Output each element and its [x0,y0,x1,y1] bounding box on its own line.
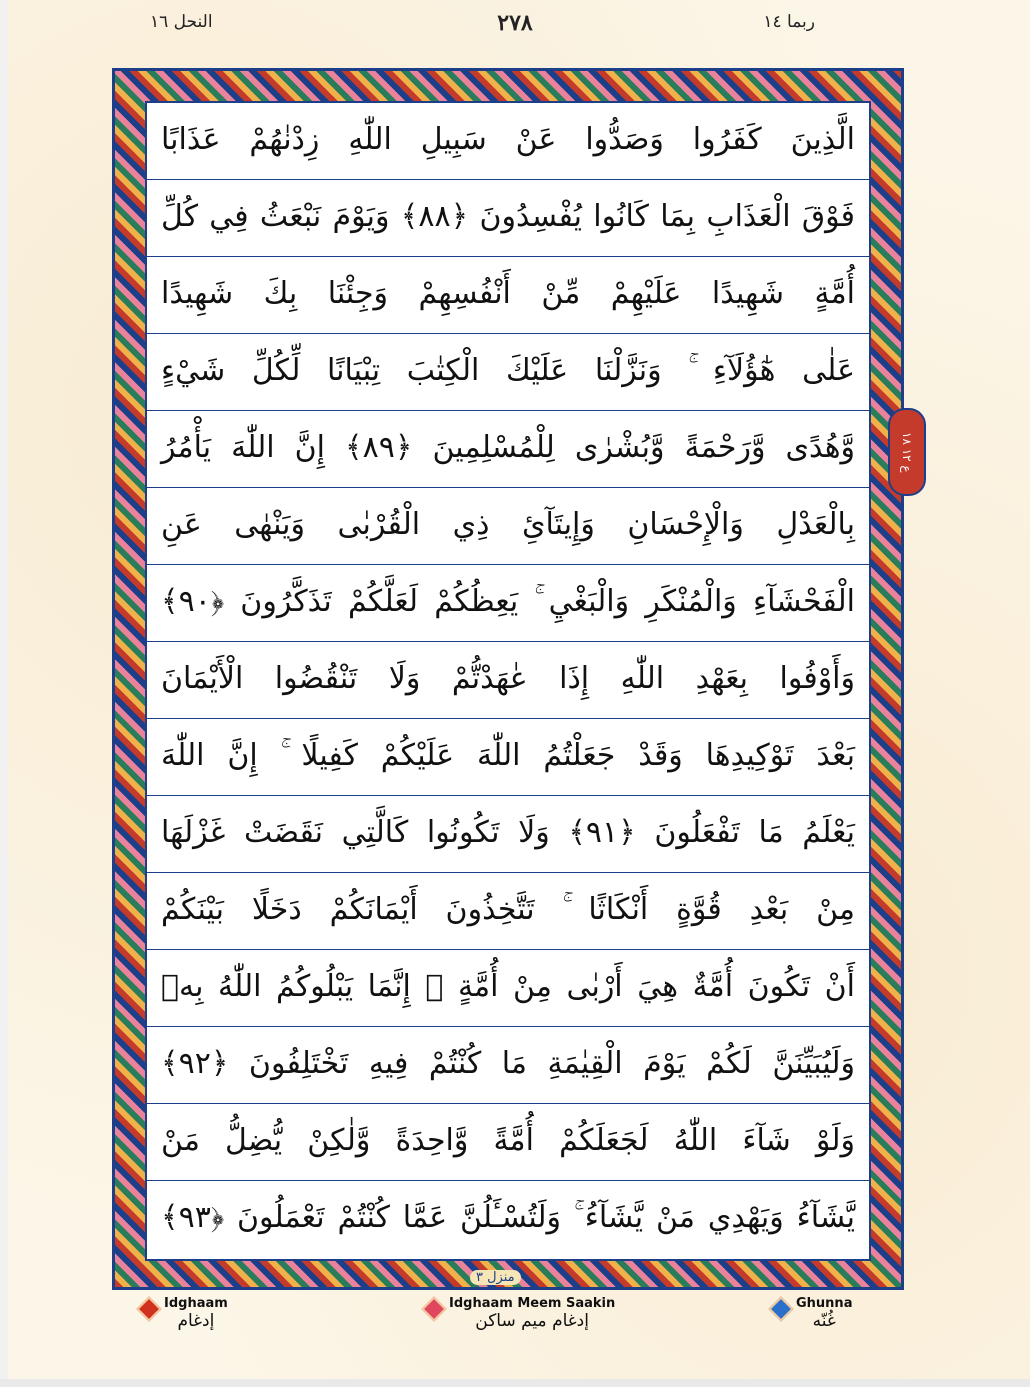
ruku-marker: ع ١٢ ١٨ [888,408,926,496]
verse-line: يَعْلَمُ مَا تَفْعَلُونَ ﴿٩١﴾ وَلَا تَكُونُوا كَالَّتِي نَقَضَتْ غَزْلَهَا [147,796,869,873]
page-edge [0,0,8,1387]
verse-line: عَلٰى هٰٓؤُلَآءِ ۚ وَنَزَّلْنَا عَلَيْكَ الْكِتٰبَ تِبْيَانًا لِّكُلِّ شَيْءٍ [147,334,869,411]
manzil-marker: منزل ٣ [470,1270,521,1285]
legend-label-ar: إدغام ميم ساكن [475,1311,589,1331]
verse-line: وَّهُدًى وَّرَحْمَةً وَّبُشْرٰى لِلْمُسْلِمِينَ ﴿٨٩﴾ إِنَّ اللّٰهَ يَأْمُرُ [147,411,869,488]
verse-line: أَنْ تَكُونَ أُمَّةٌ هِيَ أَرْبٰى مِنْ أُمَّةٍ ۚ إِنَّمَا يَبْلُوكُمُ اللّٰهُ بِهٖ [147,950,869,1027]
legend-label-ar: إدغام [177,1311,215,1331]
verse-line: وَأَوْفُوا بِعَهْدِ اللّٰهِ إِذَا عٰهَدْتُّمْ وَلَا تَنْقُضُوا الْأَيْمَانَ [147,642,869,719]
verse-line: الَّذِينَ كَفَرُوا وَصَدُّوا عَنْ سَبِيلِ اللّٰهِ زِدْنٰهُمْ عَذَابًا [147,103,869,180]
verse-line: مِنْ بَعْدِ قُوَّةٍ أَنْكَاثًا ۚ تَتَّخِذُونَ أَيْمَانَكُمْ دَخَلًا بَيْنَكُمْ [147,873,869,950]
verse-line: أُمَّةٍ شَهِيدًا عَلَيْهِمْ مِّنْ أَنْفُسِهِمْ وَجِئْنَا بِكَ شَهِيدًا [147,257,869,334]
legend-idghaam-meem-saakin [425,1296,615,1331]
legend-label: Ghunna [796,1296,853,1311]
page-number: ٢٧٨ [497,10,533,36]
diamond-icon [768,1296,793,1321]
page-edge-bottom [0,1379,1030,1387]
legend-ghunna [772,1296,852,1331]
juz-name: ربما ١٤ [763,12,815,32]
legend-label: Idghaam [164,1296,228,1311]
diamond-icon [136,1296,161,1321]
verse-line: بَعْدَ تَوْكِيدِهَا وَقَدْ جَعَلْتُمُ اللّٰهَ عَلَيْكُمْ كَفِيلًا ۚ إِنَّ اللّٰهَ [147,719,869,796]
verse-line: الْفَحْشَآءِ وَالْمُنْكَرِ وَالْبَغْيِ ۚ يَعِظُكُمْ لَعَلَّكُمْ تَذَكَّرُونَ ﴿٩٠﴾ [147,565,869,642]
verse-line: وَلَوْ شَآءَ اللّٰهُ لَجَعَلَكُمْ أُمَّةً وَّاحِدَةً وَّلٰكِنْ يُّضِلُّ مَنْ [147,1104,869,1181]
verse-line: يَّشَآءُ وَيَهْدِي مَنْ يَّشَآءُ ۚ وَلَتُسْـَٔلُنَّ عَمَّا كُنْتُمْ تَعْمَلُونَ ﴿٩٣﴾ [161,1200,855,1235]
ornamental-border [112,68,904,1290]
verse-line: فَوْقَ الْعَذَابِ بِمَا كَانُوا يُفْسِدُونَ ﴿٨٨﴾ وَيَوْمَ نَبْعَثُ فِي كُلِّ [147,180,869,257]
legend-label: Idghaam Meem Saakin [449,1296,616,1311]
verse-line: وَلَيُبَيِّنَنَّ لَكُمْ يَوْمَ الْقِيٰمَةِ مَا كُنْتُمْ فِيهِ تَخْتَلِفُونَ ﴿٩٢﴾ [147,1027,869,1104]
legend-idghaam [140,1296,228,1331]
surah-name: النحل ١٦ [150,12,213,32]
quran-text-area [145,101,871,1261]
diamond-icon [421,1296,446,1321]
verse-line: بِالْعَدْلِ وَالْإِحْسَانِ وَإِيتَآئِ ذِي الْقُرْبٰى وَيَنْهٰى عَنِ [147,488,869,565]
legend-label-ar: غُنّه [812,1311,836,1331]
